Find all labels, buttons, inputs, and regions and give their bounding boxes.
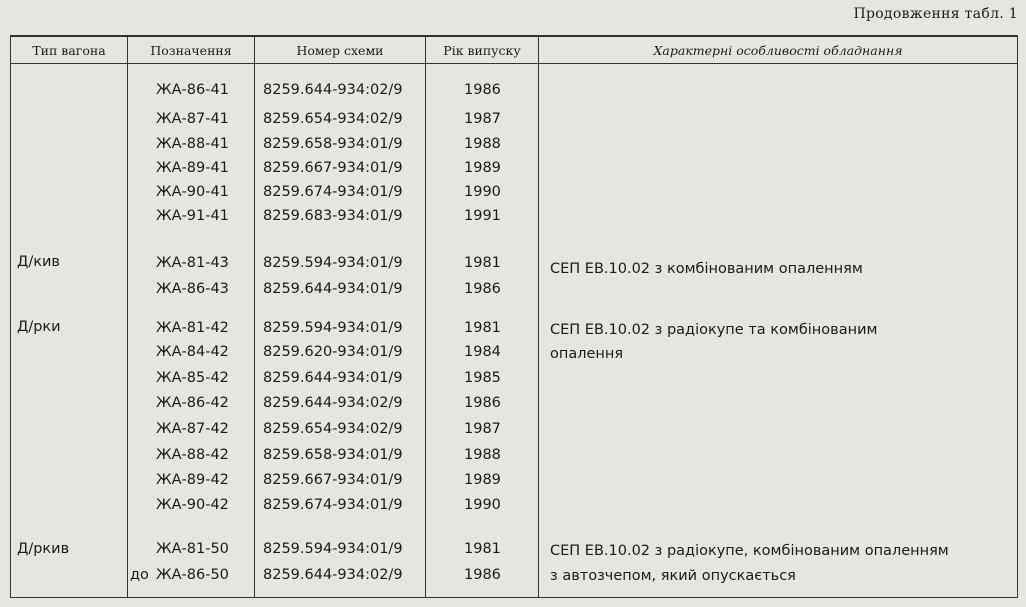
scheme-cell: 8259.654-934:02/9 (263, 421, 403, 437)
year-cell: 1990 (464, 497, 501, 513)
year-cell: 1981 (464, 320, 501, 336)
scheme-cell: 8259.667-934:01/9 (263, 472, 403, 488)
header-bottom-border (10, 63, 1018, 64)
table-top-border (10, 35, 1018, 37)
table-right-border (1017, 35, 1018, 598)
feature-line: СЕП ЕВ.10.02 з радіокупе та комбінованим (550, 322, 878, 338)
scheme-cell: 8259.644-934:02/9 (263, 82, 403, 98)
column-divider (254, 35, 255, 598)
scheme-cell: 8259.674-934:01/9 (263, 184, 403, 200)
year-cell: 1988 (464, 447, 501, 463)
scheme-cell: 8259.594-934:01/9 (263, 541, 403, 557)
scheme-cell: 8259.674-934:01/9 (263, 497, 403, 513)
designation-cell: ЖА-81-43 (156, 255, 229, 271)
scheme-cell: 8259.644-934:01/9 (263, 370, 403, 386)
designation-cell: ЖА-87-42 (156, 421, 229, 437)
year-cell: 1986 (464, 395, 501, 411)
scheme-cell: 8259.658-934:01/9 (263, 136, 403, 152)
designation-cell: ЖА-89-42 (156, 472, 229, 488)
scheme-cell: 8259.594-934:01/9 (263, 320, 403, 336)
year-cell: 1988 (464, 136, 501, 152)
header-year: Рік випуску (443, 42, 521, 58)
scheme-cell: 8259.683-934:01/9 (263, 208, 403, 224)
wagon-type: Д/кив (17, 254, 60, 270)
year-cell: 1987 (464, 421, 501, 437)
designation-cell: ЖА-89-41 (156, 160, 229, 176)
scheme-cell: 8259.620-934:01/9 (263, 344, 403, 360)
designation-cell: ЖА-88-42 (156, 447, 229, 463)
year-cell: 1989 (464, 472, 501, 488)
designation-cell: ЖА-81-50 (156, 541, 229, 557)
scheme-cell: 8259.644-934:02/9 (263, 395, 403, 411)
scheme-cell: 8259.658-934:01/9 (263, 447, 403, 463)
scheme-cell: 8259.594-934:01/9 (263, 255, 403, 271)
year-cell: 1990 (464, 184, 501, 200)
designation-cell: ЖА-85-42 (156, 370, 229, 386)
designation-cell: ЖА-90-41 (156, 184, 229, 200)
table-left-border (10, 35, 11, 598)
column-divider (538, 35, 539, 598)
header-scheme: Номер схеми (296, 42, 384, 58)
scheme-cell: 8259.667-934:01/9 (263, 160, 403, 176)
year-cell: 1986 (464, 82, 501, 98)
designation-cell: ЖА-90-42 (156, 497, 229, 513)
year-cell: 1986 (464, 281, 501, 297)
year-cell: 1989 (464, 160, 501, 176)
designation-cell: ЖА-86-50 (156, 567, 229, 583)
designation-cell: ЖА-88-41 (156, 136, 229, 152)
column-divider (127, 35, 128, 598)
scheme-cell: 8259.644-934:01/9 (263, 281, 403, 297)
designation-cell: ЖА-86-41 (156, 82, 229, 98)
designation-cell: ЖА-86-42 (156, 395, 229, 411)
designation-cell: ЖА-91-41 (156, 208, 229, 224)
header-type: Тип вагона (32, 42, 106, 58)
scheme-cell: 8259.654-934:02/9 (263, 111, 403, 127)
designation-prefix: до (130, 567, 149, 583)
column-divider (425, 35, 426, 598)
feature-line: з автозчепом, який опускається (550, 568, 796, 584)
year-cell: 1984 (464, 344, 501, 360)
designation-cell: ЖА-81-42 (156, 320, 229, 336)
designation-cell: ЖА-86-43 (156, 281, 229, 297)
table-bottom-border (10, 597, 1018, 598)
table-caption: Продовження табл. 1 (853, 6, 1018, 22)
feature-line: СЕП ЕВ.10.02 з комбінованим опаленням (550, 261, 863, 277)
year-cell: 1987 (464, 111, 501, 127)
year-cell: 1981 (464, 541, 501, 557)
year-cell: 1981 (464, 255, 501, 271)
designation-cell: ЖА-84-42 (156, 344, 229, 360)
feature-line: СЕП ЕВ.10.02 з радіокупе, комбінованим опаленням (550, 543, 949, 559)
feature-line: опалення (550, 346, 624, 362)
wagon-type: Д/ркив (17, 541, 70, 557)
year-cell: 1986 (464, 567, 501, 583)
header-designation: Позначення (150, 42, 232, 58)
scheme-cell: 8259.644-934:02/9 (263, 567, 403, 583)
year-cell: 1991 (464, 208, 501, 224)
designation-cell: ЖА-87-41 (156, 111, 229, 127)
year-cell: 1985 (464, 370, 501, 386)
header-features: Характерні особливості обладнання (653, 42, 903, 58)
wagon-type: Д/рки (17, 319, 61, 335)
